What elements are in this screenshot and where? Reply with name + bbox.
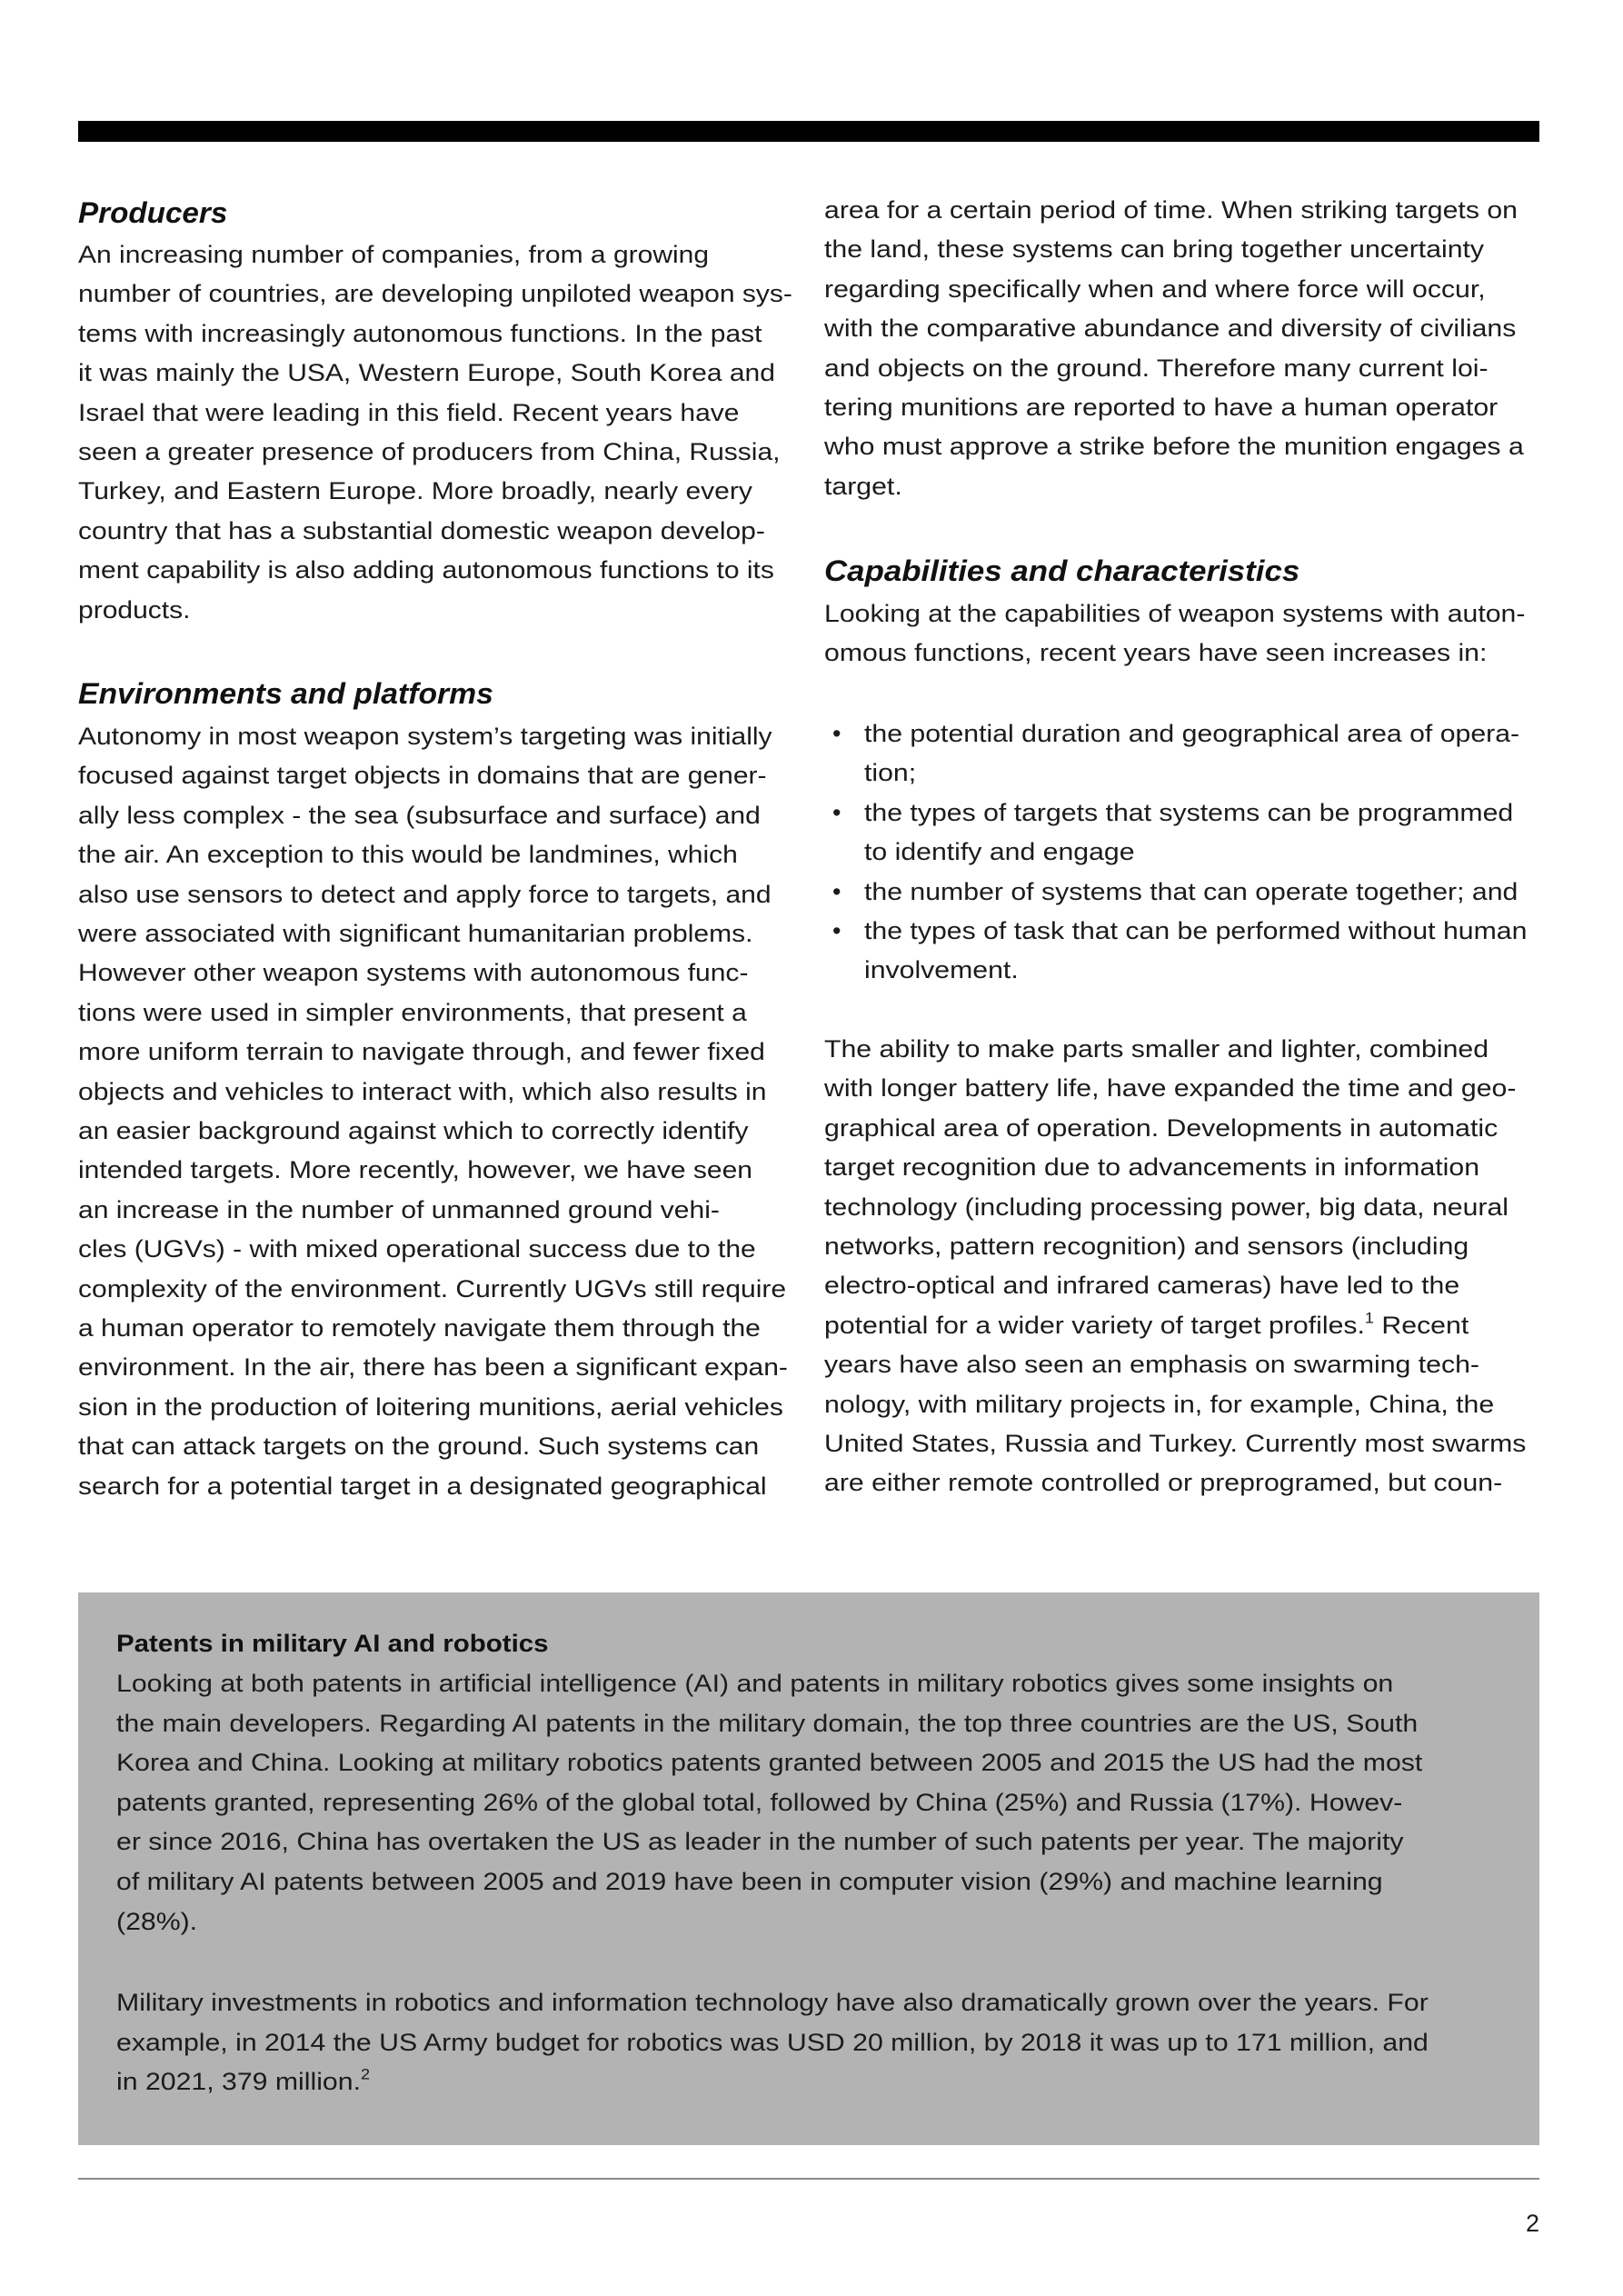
line-text: potential for a wider variety of target profiles. [824,1311,1365,1339]
sidebar-line [116,1743,1423,1783]
body-line-text: An increasing number of companies, from a growing [78,241,710,268]
sidebar-line-text: patents granted, representing 26% of the global total, followed by China (25%) and Russia (17%). Howev- [116,1788,1403,1816]
body-line-text: with longer battery life, have expanded the time and geo- [824,1074,1517,1103]
body-line-text: number of countries, are developing unpiloted weapon sys- [78,280,792,308]
bullet-line-text: tion; [864,759,917,787]
sidebar-line [116,1983,1429,2023]
body-line-text: focused against target objects in domains that are gener- [78,762,767,790]
bullet-line-text: involvement. [864,956,1019,984]
body-line-text: a human operator to remotely navigate them through the [78,1314,761,1342]
line-text: Recent [1374,1311,1469,1339]
body-line-text: Israel that were leading in this field. Recent years have [78,398,740,426]
sidebar-line-text: Looking at both patents in artificial intelligence (AI) and patents in military robotics gives some insights on [116,1670,1394,1697]
body-line-text: electro-optical and infrared cameras) have led to the [824,1272,1460,1300]
bullet-line-text: to identify and engage [864,838,1135,866]
sidebar-line-text: of military AI patents between 2005 and 2019 have been in computer vision (29%) and machine learning [116,1868,1383,1895]
sidebar-line-text: (28%). [116,1907,198,1935]
body-line-text: the land, these systems can bring together uncertainty [824,235,1485,264]
body-line-text: country that has a substantial domestic weapon develop- [78,516,765,544]
bullet-line-text: the potential duration and geographical area of opera- [864,720,1520,747]
body-line-text: products. [78,595,191,624]
bullet-line-text: the types of targets that systems can be programmed [864,798,1514,826]
body-line-text: tions were used in simpler environments, that present a [78,998,747,1026]
body-line-text: and objects on the ground. Therefore many current loi- [824,354,1489,382]
body-line-text: sion in the production of loitering munitions, aerial vehicles [78,1393,783,1421]
body-line-text: also use sensors to detect and apply force to targets, and [78,880,772,908]
body-line-text: an increase in the number of unmanned ground vehi- [78,1195,720,1223]
sidebar-line [116,1862,1383,1902]
body-line-text: tems with increasingly autonomous functions. In the past [78,319,762,347]
body-line-text: complexity of the environment. Currently UGVs still require [78,1274,787,1303]
sidebar-line-text: the main developers. Regarding AI patents in the military domain, the top three countries are the US, South [116,1709,1419,1737]
body-line-text: cles (UGVs) - with mixed operational success due to the [78,1235,756,1263]
page-number: 2 [1525,2210,1539,2237]
body-line-text: ally less complex - the sea (subsurface and surface) and [78,801,761,829]
sidebar-line [116,1783,1403,1823]
body-line-text: United States, Russia and Turkey. Currently most swarms [824,1430,1527,1457]
body-line-text: objects and vehicles to interact with, which also results in [78,1077,767,1105]
sidebar-line [116,2023,1429,2063]
body-line-text: regarding specifically when and where force will occur, [824,275,1486,303]
body-line-text: an easier background against which to correctly identify [78,1117,749,1144]
body-line-text: years have also seen an emphasis on swarming tech- [824,1351,1479,1379]
section-heading-text: Capabilities and characteristics [824,554,1300,587]
body-line-text: are either remote controlled or preprogramed, but coun- [824,1469,1503,1497]
body-line-text: graphical area of operation. Developments in automatic [824,1113,1499,1142]
body-line-text: However other weapon systems with autonomous func- [78,959,749,987]
body-line-text: Turkey, and Eastern Europe. More broadly, nearly every [78,477,752,505]
body-line-text: The ability to make parts smaller and lighter, combined [824,1035,1489,1063]
footer-rule [78,2178,1539,2180]
body-line-text: it was mainly the USA, Western Europe, South Korea and [78,359,775,387]
body-line-text: nology, with military projects in, for example, China, the [824,1390,1495,1418]
body-line-text: target. [824,472,902,500]
footnote-ref: 1 [1364,1310,1375,1327]
body-line-text: technology (including processing power, big data, neural [824,1193,1509,1221]
body-line-text: Autonomy in most weapon system’s targeting was initially [78,723,772,750]
body-line-text: intended targets. More recently, however, we have seen [78,1156,752,1184]
sidebar-line-text [116,2062,370,2102]
body-line-text: Looking at the capabilities of weapon systems with auton- [824,600,1526,627]
body-line-text: networks, pattern recognition) and sensors (including [824,1233,1469,1260]
sidebar-line [116,1822,1404,1862]
sidebar-line-text: Korea and China. Looking at military robotics patents granted between 2005 and 2015 the US had the most [116,1749,1423,1777]
body-line-text: tering munitions are reported to have a human operator [824,394,1499,421]
body-line-text: were associated with significant humanitarian problems. [78,920,753,947]
sidebar-line [116,1664,1394,1704]
sidebar-line [116,2062,371,2102]
bullet-line-text: the types of task that can be performed without human [864,917,1528,944]
section-heading-text: Producers [78,196,228,229]
sidebar-title [116,1624,549,1664]
body-line-text: seen a greater presence of producers from China, Russia, [78,438,781,465]
body-line-text: with the comparative abundance and diversity of civilians [824,314,1517,343]
body-line-text: the air. An exception to this would be landmines, which [78,841,738,869]
footnote-ref: 2 [360,2066,371,2083]
body-line-text: environment. In the air, there has been a significant expan- [78,1353,788,1382]
sidebar-line-text: er since 2016, China has overtaken the US as leader in the number of such patents per year. The majority [116,1828,1404,1856]
body-line-text: target recognition due to advancements in information [824,1153,1480,1182]
body-line-text: area for a certain period of time. When striking targets on [824,196,1518,224]
body-line-text: who must approve a strike before the munition engages a [824,433,1524,461]
sidebar-line [116,1902,198,1942]
body-line-text: more uniform terrain to navigate through, and fewer fixed [78,1038,765,1066]
sidebar-title-text: Patents in military AI and robotics [116,1630,549,1657]
body-line-text: ment capability is also adding autonomous functions to its [78,556,774,584]
body-line-text: omous functions, recent years have seen increases in: [824,639,1488,667]
line-text: in 2021, 379 million. [116,2068,361,2096]
sidebar-line-text: Military investments in robotics and information technology have also dramatically grown over the years. For [116,1989,1429,2016]
body-line-text: that can attack targets on the ground. Such systems can [78,1433,760,1461]
bullet-line-text: the number of systems that can operate together; and [864,877,1518,905]
section-heading-text: Environments and platforms [78,677,493,710]
sidebar-line [116,1704,1419,1744]
sidebar-line-text: example, in 2014 the US Army budget for robotics was USD 20 million, by 2018 it was up to 171 million, and [116,2028,1429,2056]
body-line-text: search for a potential target in a designated geographical [78,1472,767,1500]
